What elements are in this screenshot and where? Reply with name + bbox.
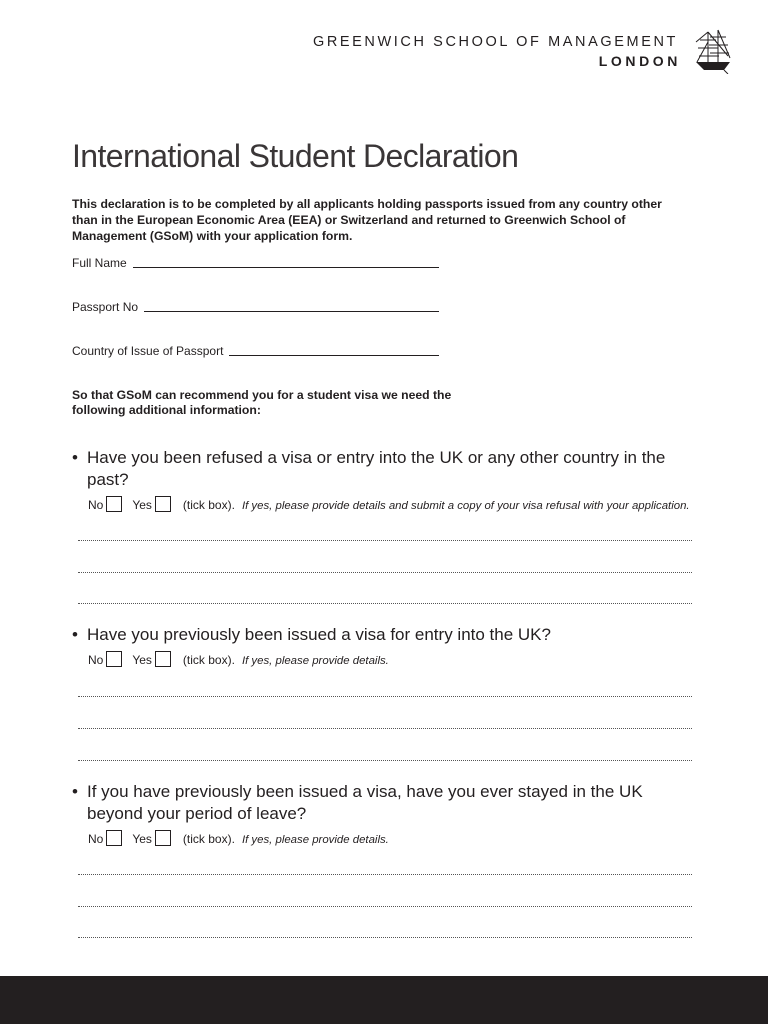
full-name-label: Full Name — [72, 256, 127, 270]
answer-line[interactable] — [78, 874, 692, 875]
yes-label: Yes — [132, 653, 152, 667]
school-name: GREENWICH SCHOOL OF MANAGEMENT — [312, 34, 678, 50]
passport-no-label: Passport No — [72, 300, 139, 314]
answer-line[interactable] — [78, 906, 692, 907]
question-3-yes-checkbox[interactable] — [155, 830, 171, 846]
question-1-text: Have you been refused a visa or entry into the UK or any other country in the past? — [87, 448, 666, 489]
question-1-note: If yes, please provide details and submit a copy of your visa refusal with your application. — [241, 500, 690, 512]
question-2-yes-checkbox[interactable] — [155, 651, 171, 667]
full-name-line[interactable] — [133, 266, 439, 268]
question-1-yes-checkbox[interactable] — [155, 496, 171, 512]
question-3 — [72, 781, 692, 846]
footer-bar — [0, 976, 768, 1024]
country-of-issue-label: Country of Issue of Passport — [72, 344, 224, 358]
no-label: No — [88, 653, 104, 667]
answer-line[interactable] — [78, 760, 692, 761]
passport-no-line[interactable] — [144, 310, 439, 312]
bullet-icon: • — [72, 782, 78, 801]
answer-line[interactable] — [78, 696, 692, 697]
tick-box-hint: (tick box). — [182, 653, 235, 667]
answer-line[interactable] — [78, 540, 692, 541]
answer-line[interactable] — [78, 603, 692, 604]
full-name-field[interactable] — [72, 256, 439, 270]
answer-line[interactable] — [78, 728, 692, 729]
intro-text: This declaration is to be completed by all applicants holding passports issued from any country other than in the European Economic Area (EEA) or Switzerland and returned to Greenwich School of Management (GSoM) with your application form. — [72, 197, 662, 243]
header — [312, 33, 681, 71]
tick-box-hint: (tick box). — [182, 832, 235, 846]
answer-line[interactable] — [78, 572, 692, 573]
yes-label: Yes — [132, 832, 152, 846]
ship-icon — [694, 28, 732, 74]
question-2-no-checkbox[interactable] — [106, 651, 122, 667]
question-1 — [72, 447, 692, 512]
school-city: LONDON — [598, 53, 681, 69]
no-label: No — [88, 498, 104, 512]
yes-label: Yes — [132, 498, 152, 512]
page-title: International Student Declaration — [72, 138, 519, 174]
requirement-text: So that GSoM can recommend you for a student visa we need the following additional information: — [72, 388, 452, 417]
question-3-no-checkbox[interactable] — [106, 830, 122, 846]
question-2-note: If yes, please provide details. — [241, 655, 389, 667]
question-2-text: Have you previously been issued a visa for entry into the UK? — [87, 625, 551, 644]
question-2 — [72, 624, 692, 667]
tick-box-hint: (tick box). — [182, 498, 235, 512]
no-label: No — [88, 832, 104, 846]
answer-line[interactable] — [78, 937, 692, 938]
bullet-icon: • — [72, 448, 78, 467]
country-of-issue-line[interactable] — [229, 354, 439, 356]
question-3-note: If yes, please provide details. — [241, 834, 389, 846]
passport-no-field[interactable] — [72, 300, 439, 314]
question-1-no-checkbox[interactable] — [106, 496, 122, 512]
country-of-issue-field[interactable] — [72, 344, 439, 358]
bullet-icon: • — [72, 625, 78, 644]
question-3-text: If you have previously been issued a visa, have you ever stayed in the UK beyond your period of leave? — [87, 782, 643, 823]
